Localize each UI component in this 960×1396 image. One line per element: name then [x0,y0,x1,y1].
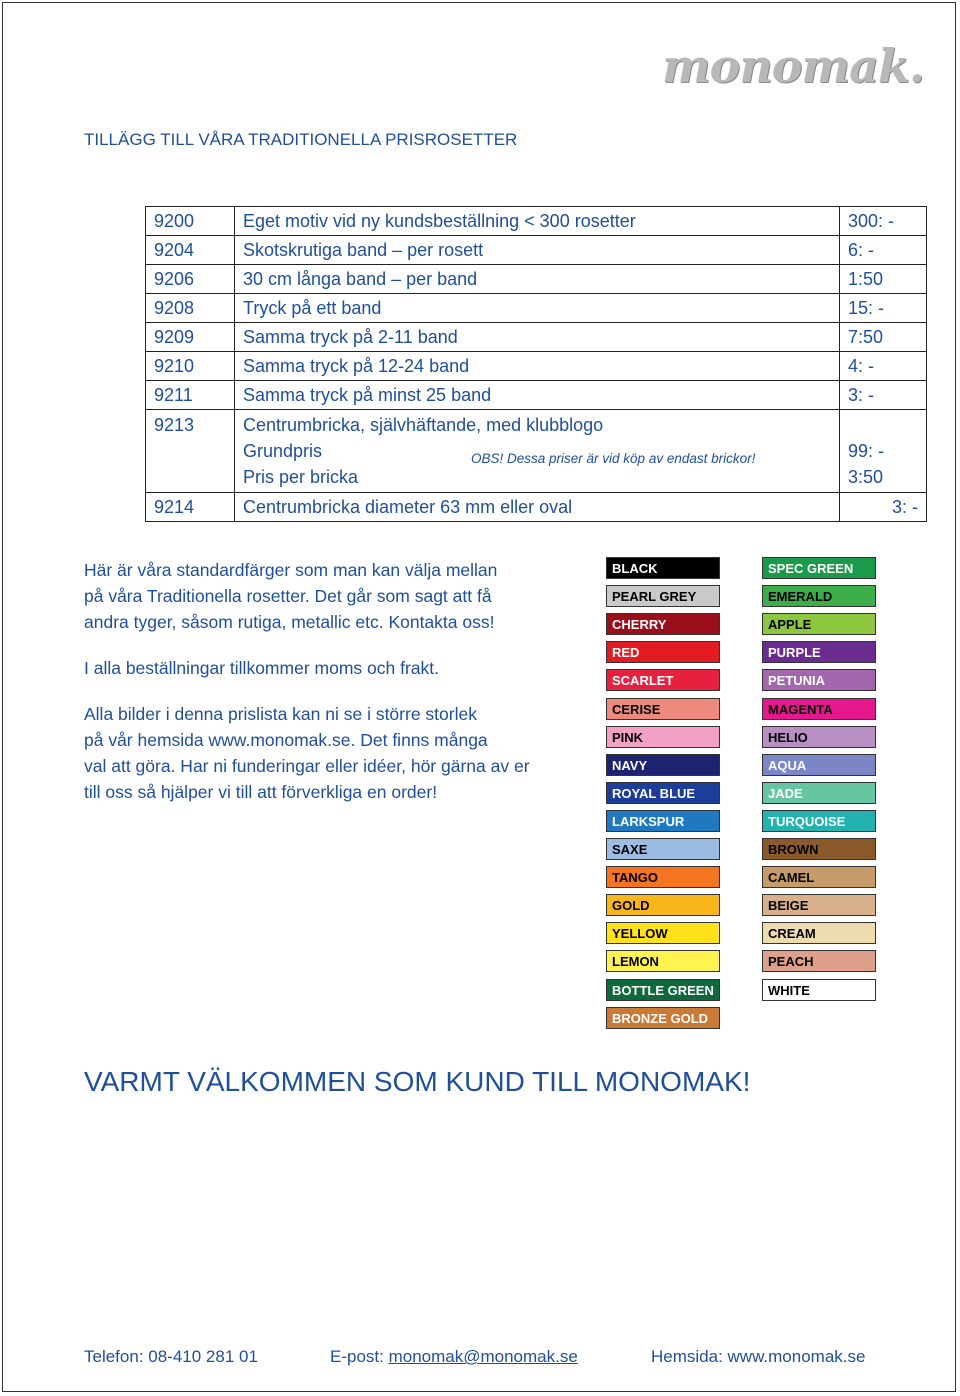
article-code: 9208 [146,294,235,323]
footer-email [330,1347,578,1367]
page-title: TILLÄGG TILL VÅRA TRADITIONELLA PRISROSETTER [84,130,518,149]
paragraph-line: på vår hemsida www.monomak.se. Det finns många [84,730,488,750]
article-price: 6: - [840,236,927,265]
color-swatch-peach: PEACH [762,950,876,972]
color-swatch-apple: APPLE [762,613,876,635]
article-code: 9204 [146,236,235,265]
color-swatch-tango: TANGO [606,866,720,888]
color-swatch-cerise: CERISE [606,698,720,720]
color-swatch-brown: BROWN [762,838,876,860]
footer-phone: Telefon: 08-410 281 01 [84,1347,258,1366]
color-swatch-aqua: AQUA [762,754,876,776]
article-description: Skotskrutiga band – per rosett [235,236,840,265]
article-code: 9213 [146,410,235,493]
article-code: 9214 [146,493,235,522]
paragraph-line: Alla bilder i denna prislista kan ni se i större storlek [84,704,477,724]
description-line: Pris per bricka [243,467,359,487]
article-price: 3: - [840,493,927,522]
obs-note: OBS! Dessa priser är vid köp av endast brickor! [471,451,756,466]
table-row [146,381,927,410]
color-swatch-pearl-grey: PEARL GREY [606,585,720,607]
color-swatch-petunia: PETUNIA [762,669,876,691]
article-description: Samma tryck på 2-11 band [235,323,840,352]
table-row [146,265,927,294]
article-code: 9210 [146,352,235,381]
paragraph-line: val att göra. Har ni funderingar eller idéer, hör gärna av er [84,756,530,776]
color-swatch-yellow: YELLOW [606,922,720,944]
email-link[interactable]: monomak@monomak.se [388,1347,578,1366]
article-price: 3: - [840,381,927,410]
table-row [146,294,927,323]
color-swatch-purple: PURPLE [762,641,876,663]
table-row [146,207,927,236]
article-code: 9200 [146,207,235,236]
color-swatch-saxe: SAXE [606,838,720,860]
color-swatch-black: BLACK [606,557,720,579]
color-swatch-pink: PINK [606,726,720,748]
color-swatch-navy: NAVY [606,754,720,776]
paragraph-line: andra tyger, såsom rutiga, metallic etc. Kontakta oss! [84,612,495,632]
article-price: 15: - [840,294,927,323]
article-code: 9211 [146,381,235,410]
article-description [235,410,840,493]
footer-email-label: E-post: [330,1347,389,1366]
color-swatch-camel: CAMEL [762,866,876,888]
color-swatch-larkspur: LARKSPUR [606,810,720,832]
article-price: 1:50 [840,265,927,294]
description-line: Centrumbricka, självhäftande, med klubblogo [243,415,604,435]
article-description: Tryck på ett band [235,294,840,323]
paragraph-line: till oss så hjälper vi till att förverkliga en order! [84,782,438,802]
article-description: Centrumbricka diameter 63 mm eller oval [235,493,840,522]
colors-intro-paragraph [84,557,584,635]
price-table [145,206,927,522]
article-code: 9206 [146,265,235,294]
article-description: 30 cm långa band – per band [235,265,840,294]
color-swatch-spec-green: SPEC GREEN [762,557,876,579]
paragraph-line: på våra Traditionella rosetter. Det går som sagt att få [84,586,492,606]
welcome-heading: VARMT VÄLKOMMEN SOM KUND TILL MONOMAK! [84,1066,751,1097]
price-line: 99: - [848,441,885,461]
monomak-logo: monomak. [662,39,924,93]
color-swatch-magenta: MAGENTA [762,698,876,720]
color-swatch-beige: BEIGE [762,894,876,916]
article-description: Eget motiv vid ny kundsbeställning < 300 rosetter [235,207,840,236]
table-row [146,323,927,352]
color-swatch-helio: HELIO [762,726,876,748]
website-paragraph [84,701,584,805]
color-swatch-lemon: LEMON [606,950,720,972]
spacer [848,412,918,438]
article-price: 7:50 [840,323,927,352]
color-swatch-cream: CREAM [762,922,876,944]
color-swatch-red: RED [606,641,720,663]
table-row [146,236,927,265]
color-swatch-white: WHITE [762,979,876,1001]
color-swatch-scarlet: SCARLET [606,669,720,691]
color-swatch-bronze-gold: BRONZE GOLD [606,1007,720,1029]
description-line: Grundpris [243,441,323,461]
table-row [146,493,927,522]
vat-note: I alla beställningar tillkommer moms och frakt. [84,658,439,678]
color-swatch-royal-blue: ROYAL BLUE [606,782,720,804]
paragraph-line: Här är våra standardfärger som man kan välja mellan [84,560,498,580]
color-swatch-emerald: EMERALD [762,585,876,607]
article-price: 4: - [840,352,927,381]
color-swatch-jade: JADE [762,782,876,804]
color-swatch-bottle-green: BOTTLE GREEN [606,979,720,1001]
color-swatch-turquoise: TURQUOISE [762,810,876,832]
article-description: Samma tryck på minst 25 band [235,381,840,410]
table-row [146,410,927,493]
color-swatch-cherry: CHERRY [606,613,720,635]
article-price: 300: - [840,207,927,236]
color-swatch-gold: GOLD [606,894,720,916]
article-code: 9209 [146,323,235,352]
article-price [840,410,927,493]
table-row [146,352,927,381]
article-description: Samma tryck på 12-24 band [235,352,840,381]
price-line: 3:50 [848,467,884,487]
footer-website[interactable]: Hemsida: www.monomak.se [651,1347,866,1366]
